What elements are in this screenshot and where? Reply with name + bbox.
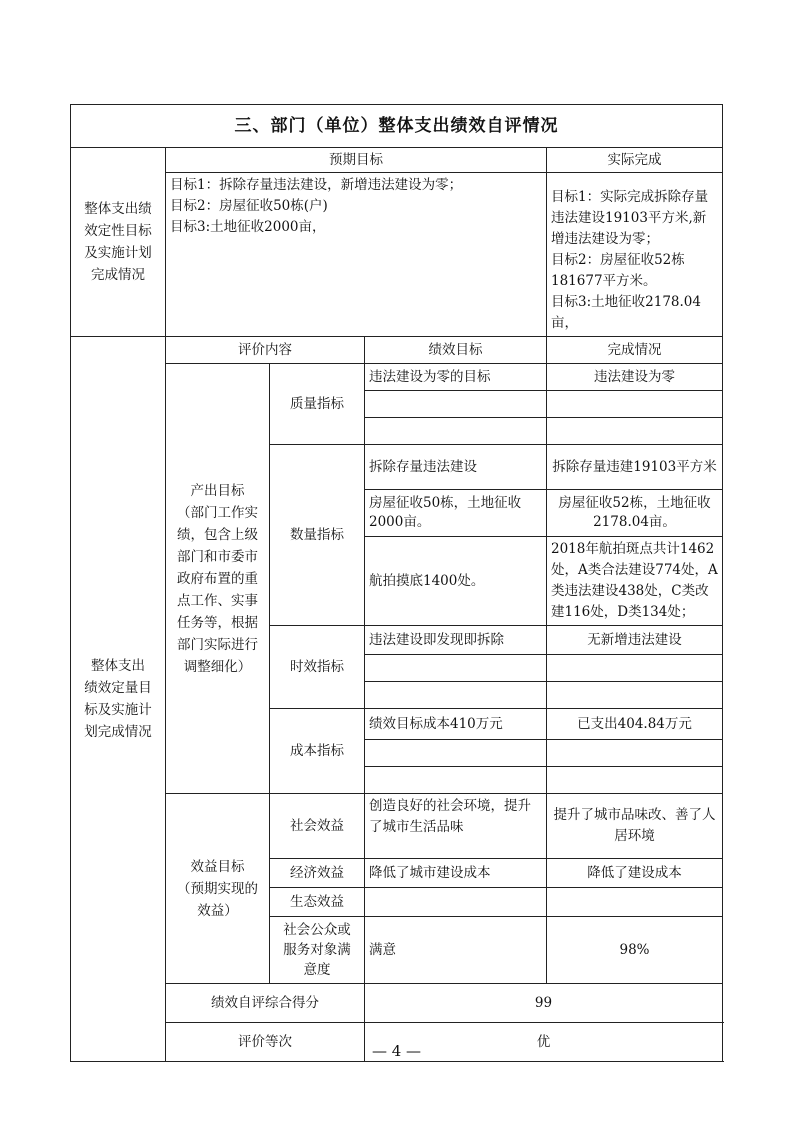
quantity-result-1: 拆除存量违建19103平方米 [547,445,723,490]
social-benefit-result: 提升了城市品味改、善了人居环境 [547,794,723,859]
actual-completions-cell [547,173,723,337]
evaluation-grade-label: 评价等次 [166,1023,365,1062]
completion-status-header: 完成情况 [547,337,723,364]
cost-target: 绩效目标成本410万元 [365,709,547,740]
overall-score-value: 99 [365,984,723,1023]
quality-result-empty-3 [547,418,723,445]
social-benefit-label: 社会效益 [270,794,365,859]
economic-benefit-target: 降低了城市建设成本 [365,859,547,888]
actual-completion-2: 目标2：房屋征收52栋181677平方米。 [551,252,685,289]
satisfaction-target: 满意 [365,917,547,984]
quality-result-empty-2 [547,391,723,418]
evaluation-grade-value: 优 [365,1023,723,1062]
output-target-label: 产出目标 （部门工作实 绩，包含上级 部门和市委市 政府布置的重 点工作、实事 任务等，根据 部门实际进行 调整细化） [166,364,270,794]
quantity-target-1: 拆除存量违法建设 [365,445,547,490]
economic-benefit-result: 降低了建设成本 [547,859,723,888]
expected-target-1: 目标1：拆除存量违法建设，新增违法建设为零； [170,177,463,193]
qualitative-section-label: 整体支出绩 效定性目标 及实施计划 完成情况 [71,148,166,337]
quantity-target-2: 房屋征收50栋，土地征收2000亩。 [365,490,547,537]
self-evaluation-table-container [70,104,722,1062]
timeliness-target-empty-2 [365,655,547,682]
quantity-result-2: 房屋征收52栋，土地征收2178.04亩。 [547,490,723,537]
satisfaction-label: 社会公众或 服务对象满 意度 [270,917,365,984]
quality-indicator-label: 质量指标 [270,364,365,445]
timeliness-target-empty-3 [365,682,547,709]
quality-target-empty-2 [365,391,547,418]
timeliness-target: 违法建设即发现即拆除 [365,626,547,655]
economic-benefit-label: 经济效益 [270,859,365,888]
quantity-target-3: 航拍摸底1400处。 [365,537,547,626]
timeliness-result-empty-2 [547,655,723,682]
quality-target-empty-3 [365,418,547,445]
ecological-benefit-label: 生态效益 [270,888,365,917]
benefit-target-label: 效益目标 （预期实现的 效益） [166,794,270,984]
overall-score-label: 绩效自评综合得分 [166,984,365,1023]
expected-targets-cell [166,173,547,337]
cost-result: 已支出404.84万元 [547,709,723,740]
cost-result-empty-3 [547,767,723,794]
table-title: 三、部门（单位）整体支出绩效自评情况 [71,105,723,148]
evaluation-content-header: 评价内容 [166,337,365,364]
cost-target-empty-2 [365,740,547,767]
actual-completion-header: 实际完成 [547,148,723,173]
quantity-result-3: 2018年航拍斑点共计1462处，A类合法建设774处，A类违法建设438处，C类改建116处，D类134处； [547,537,723,626]
self-evaluation-table [70,104,723,1062]
quality-target: 违法建设为零的目标 [365,364,547,391]
quantitative-section-label: 整体支出 绩效定量目 标及实施计 划完成情况 [71,337,166,1062]
quality-result: 违法建设为零 [547,364,723,391]
expected-target-3: 目标3:土地征收2000亩， [170,219,326,235]
social-benefit-target: 创造良好的社会环境，提升了城市生活品味 [365,794,547,859]
cost-target-empty-3 [365,767,547,794]
actual-completion-1: 目标1：实际完成拆除存量违法建设19103平方米,新增违法建设为零； [551,189,709,247]
ecological-benefit-result [547,888,723,917]
ecological-benefit-target [365,888,547,917]
performance-target-header: 绩效目标 [365,337,547,364]
expected-target-header: 预期目标 [166,148,547,173]
cost-indicator-label: 成本指标 [270,709,365,794]
cost-result-empty-2 [547,740,723,767]
quantity-indicator-label: 数量指标 [270,445,365,626]
expected-target-2: 目标2：房屋征收50栋(户) [170,198,328,214]
timeliness-result: 无新增违法建设 [547,626,723,655]
satisfaction-result: 98% [547,917,723,984]
actual-completion-3: 目标3:土地征收2178.04亩， [551,294,701,331]
timeliness-indicator-label: 时效指标 [270,626,365,709]
page-number: — 4 — [371,1042,422,1060]
timeliness-result-empty-3 [547,682,723,709]
